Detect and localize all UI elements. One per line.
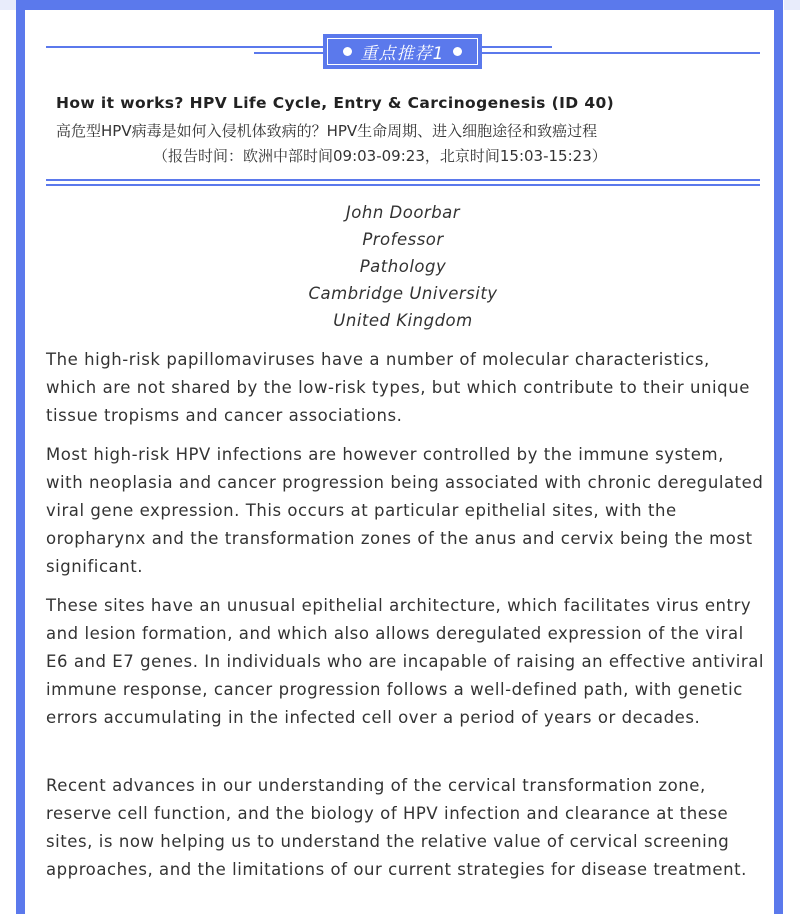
corner-decoration [784,0,800,10]
speaker-country: United Kingdom [333,311,473,330]
bullet-dot-icon [343,47,352,56]
header-rule-left [46,46,323,48]
bullet-dot-icon [453,47,462,56]
header-rule-right [482,46,552,48]
talk-title-en: How it works? HPV Life Cycle, Entry & Carcinogenesis (ID 40) [56,94,615,112]
speaker-department: Pathology [359,257,447,276]
badge-label: 重点推荐1 [360,44,445,64]
header-rule-right-lower [482,52,760,54]
talk-time: （报告时间：欧洲中部时间09:03-09:23，北京时间15:03-15:23） [153,147,607,165]
card-border-right [774,0,783,914]
section-badge [323,34,482,69]
speaker-institution: Cambridge University [308,284,498,303]
abstract-paragraph-3: These sites have an unusual epithelial architecture, which facilitates virus entry and lesion formation, and which also allows deregulated expression of the viral E6 and E7 genes. In individuals who are incapable of raising an effective antiviral immune response, cancer progression follows a well-defined path, with genetic errors accumulating in the infected cell over a period of years or decades. [46,596,765,727]
corner-decoration [0,0,16,10]
separator-top [46,179,760,181]
card-border-left [16,0,25,914]
abstract-paragraph-1: The high-risk papillomaviruses have a number of molecular characteristics, which are not shared by the low-risk types, but which contribute to their unique tissue tropisms and cancer associations. [46,350,750,425]
abstract-paragraph-2: Most high-risk HPV infections are however controlled by the immune system, with neoplasia and cancer progression being associated with chronic deregulated viral gene expression. This occurs at particular epithelial sites, with the oropharynx and the transformation zones of the anus and cervix being the most significant. [46,445,764,576]
abstract-paragraph-4: Recent advances in our understanding of the cervical transformation zone, reserve cell function, and the biology of HPV infection and clearance at these sites, is now helping us to understand the relative value of cervical screening approaches, and the limitations of our current strategies for disease treatment. [46,776,747,879]
header-rule-left-lower [254,52,323,54]
speaker-position: Professor [362,230,444,249]
speaker-name: John Doorbar [345,203,461,222]
separator-bottom [46,184,760,186]
talk-title-cn: 高危型HPV病毒是如何入侵机体致病的？HPV生命周期、进入细胞途径和致癌过程 [56,122,598,140]
card-border-top [16,0,783,10]
